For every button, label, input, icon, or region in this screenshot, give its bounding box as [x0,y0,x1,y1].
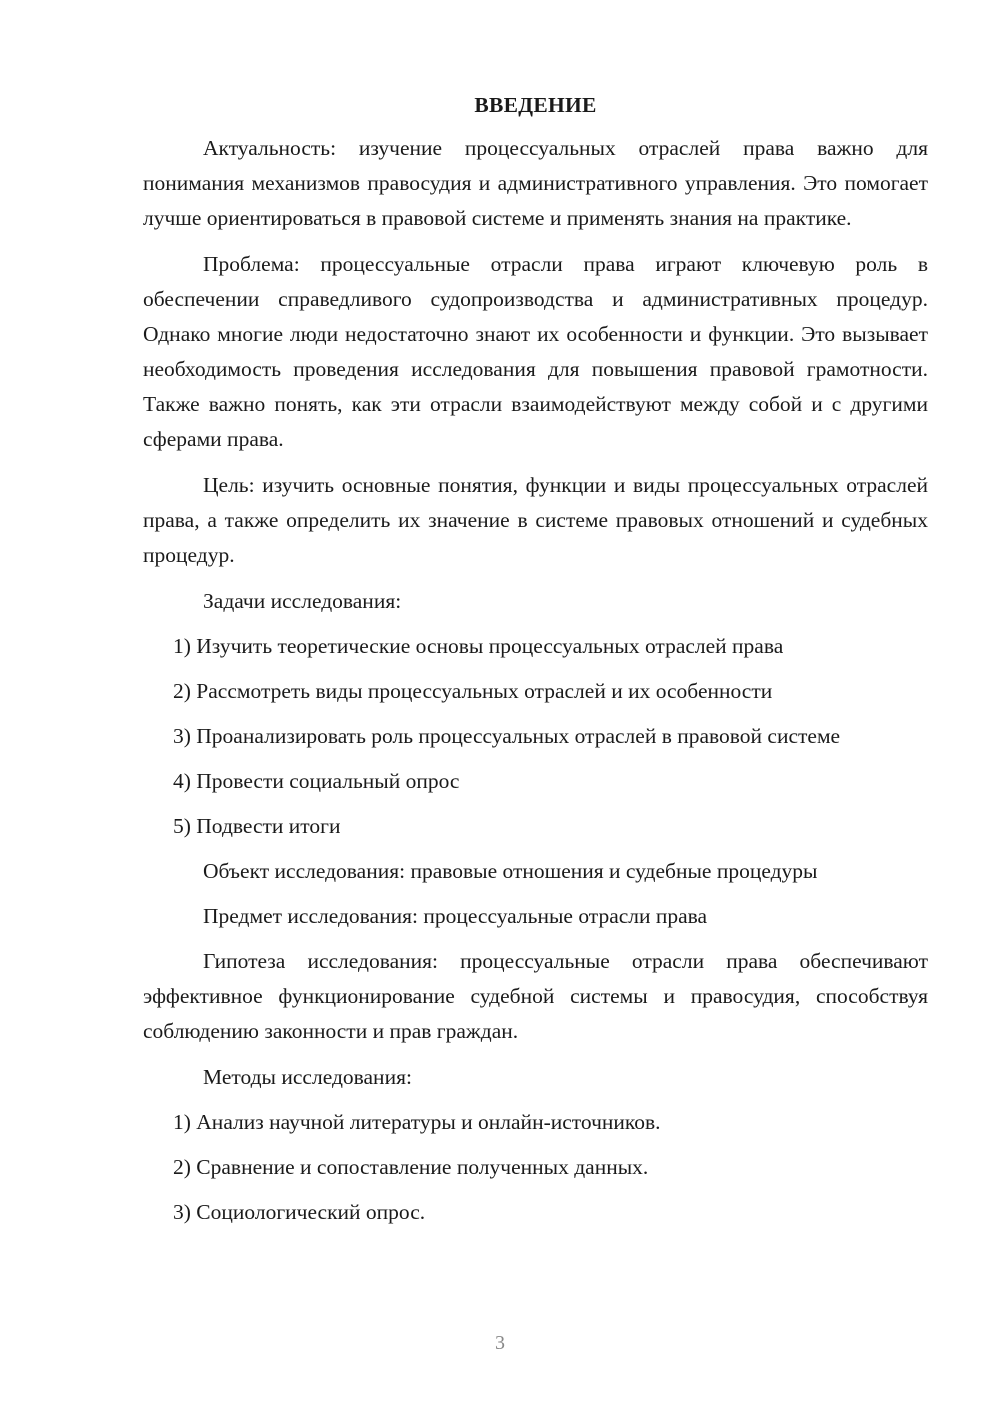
method-item: 1) Анализ научной литературы и онлайн-источников. [173,1110,661,1134]
task-item: 2) Рассмотреть виды процессуальных отраслей и их особенности [173,679,773,703]
method-item: 3) Социологический опрос. [173,1200,426,1224]
section-title: ВВЕДЕНИЕ [474,93,597,117]
document-page [143,88,928,1240]
hypothesis-paragraph: Гипотеза исследования: процессуальные отрасли права обеспечивают эффективное функционирование судебной системы и правосудия, способствуя соблюдению законности и прав граждан. [143,949,928,1043]
subject-paragraph: Предмет исследования: процессуальные отрасли права [203,904,708,928]
page-number: 3 [495,1332,505,1354]
task-item: 1) Изучить теоретические основы процессуальных отраслей права [173,634,784,658]
methods-heading: Методы исследования: [203,1065,412,1089]
problem-paragraph: Проблема: процессуальные отрасли права играют ключевую роль в обеспечении справедливого судопроизводства и административных процедур. Однако многие люди недостаточно знают их особенности и функции. Это вызывает необходимость проведения исследования для повышения правовой грамотности. Также важно понять, как эти отрасли взаимодействуют между собой и с другими сферами права. [143,252,928,451]
task-item: 5) Подвести итоги [173,814,341,838]
goal-paragraph: Цель: изучить основные понятия, функции и виды процессуальных отраслей права, а также определить их значение в системе правовых отношений и судебных процедур. [143,473,928,567]
method-item: 2) Сравнение и сопоставление полученных данных. [173,1155,649,1179]
relevance-paragraph: Актуальность: изучение процессуальных отраслей права важно для понимания механизмов правосудия и административного управления. Это помогает лучше ориентироваться в правовой системе и применять знания на практике. [143,136,928,230]
object-paragraph: Объект исследования: правовые отношения и судебные процедуры [203,859,818,883]
task-item: 4) Провести социальный опрос [173,769,460,793]
task-item: 3) Проанализировать роль процессуальных отраслей в правовой системе [173,724,841,748]
tasks-heading: Задачи исследования: [203,589,402,613]
